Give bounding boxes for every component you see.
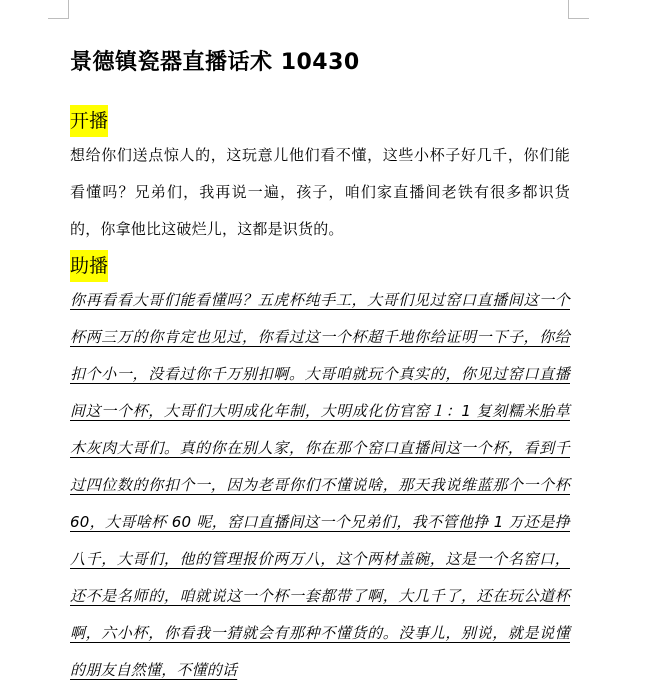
section-body-zhubo: 你再看看大哥们能看懂吗？五虎杯纯手工，大哥们见过窑口直播间这一个杯两三万的你肯定也见过，你看过这一个杯超千地你给证明一下子，你给扣个小一，没看过你千万别扣啊。大哥咱就玩个真实的，你见过窑口直播间这一个杯，大哥们大明成化年制，大明成化仿官窑１：1 复刻糯米胎草木灰肉大哥们。真的你在别人家，你在那个窑口直播间这一个杯，看到千过四位数的你扣个一，因为老哥你们不懂说啥，那天我说维蓝那个一个杯 60，大哥啥杯 60 呢，窑口直播间这一个兄弟们，我不管他挣 1 万还是挣八千，大哥们，他的管理报价两万八，这个两材盖碗，这是一个名窑口，还不是名师的，咱就说这一个杯一套都带了啊，大几千了，还在玩公道杯啊，六小杯，你看我一猜就会有那种不懂货的。没事儿，别说，就是说懂的朋友自然懂，不懂的话	[70, 291, 570, 679]
page-corner-mark-right	[568, 0, 589, 19]
document-title	[70, 44, 570, 80]
document-title-number: 10430	[280, 50, 360, 75]
document-body	[70, 44, 570, 689]
page-corner-mark-left	[48, 0, 69, 19]
section-body-kaibo: 想给你们送点惊人的，这玩意儿他们看不懂，这些小杯子好几千，你们能看懂吗？兄弟们，我再说一遍，孩子，咱们家直播间老铁有很多都识货的，你拿他比这破烂儿，这都是识货的。	[70, 146, 570, 238]
section-heading-kaibo: 开播	[70, 105, 108, 137]
section-zhubo	[70, 250, 570, 689]
section-kaibo	[70, 105, 570, 248]
document-title-text: 景德镇瓷器直播话术	[70, 49, 273, 75]
section-heading-zhubo: 助播	[70, 250, 108, 282]
